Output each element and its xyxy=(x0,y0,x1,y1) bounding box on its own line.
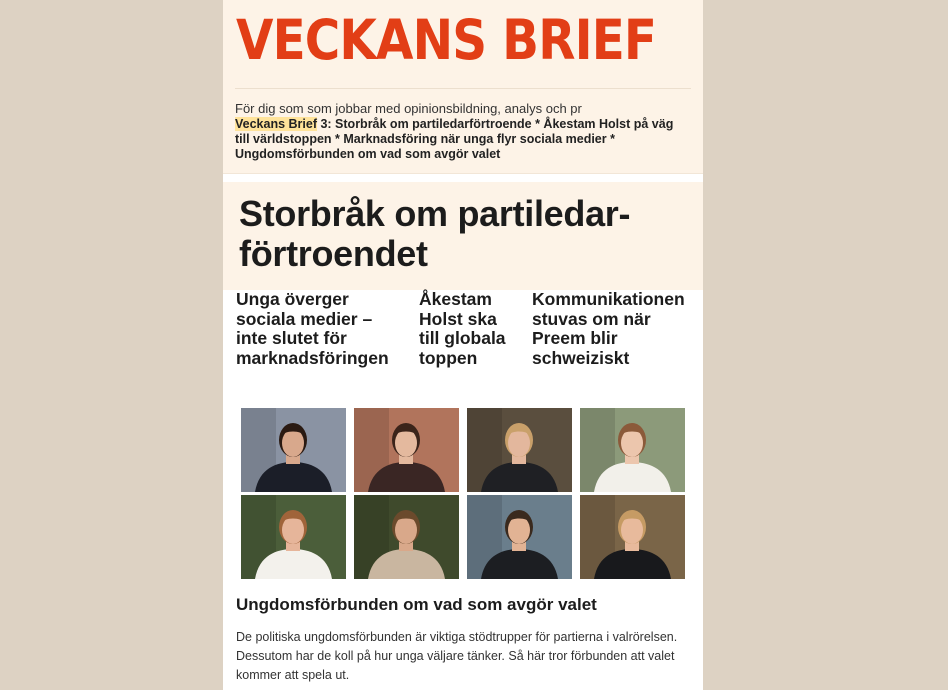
portrait-grid[interactable] xyxy=(241,408,685,579)
newsletter-logo[interactable]: VECKANS BRIEF xyxy=(236,8,657,72)
portrait-7 xyxy=(467,495,572,579)
newsletter-header xyxy=(223,0,703,174)
lead-headline[interactable]: Storbråk om partiledar-förtroendet xyxy=(239,193,631,274)
story-link-social-media[interactable]: Unga överger sociala medier – inte slutet för marknadsföringen xyxy=(236,289,389,368)
portrait-2 xyxy=(354,408,459,492)
story-link-akestam-holst[interactable]: Åkestam Holst ska till globala toppen xyxy=(419,289,506,368)
portrait-5 xyxy=(241,495,346,579)
newsletter-tagline: För dig som som jobbar med opinionsbildning, analys och pr xyxy=(235,101,582,116)
story-link-preem[interactable]: Kommunikationen stuvas om när Preem blir schweiziskt xyxy=(532,289,685,368)
portrait-1 xyxy=(241,408,346,492)
portrait-3 xyxy=(467,408,572,492)
header-divider xyxy=(235,88,691,89)
section-body: De politiska ungdomsförbunden är viktiga stödtrupper för partierna i valrörelsen. Dessutom har de koll på hur unga väljare tänker. Så här tror förbunden att valet kommer att spela ut. xyxy=(236,630,678,682)
summary-highlight: Veckans Brief xyxy=(235,117,317,131)
section-headline[interactable]: Ungdomsförbunden om vad som avgör valet xyxy=(236,595,597,614)
portrait-8 xyxy=(580,495,685,579)
portrait-6 xyxy=(354,495,459,579)
email-body xyxy=(223,0,703,690)
summary-text: 3: Storbråk om partiledarförtroende * Åkestam Holst på väg till världstoppen * Marknadsföring när unga flyr sociala medier * Ungdomsförbunden om vad som avgör valet xyxy=(235,117,674,161)
story-columns xyxy=(223,290,703,408)
issue-summary xyxy=(235,117,691,162)
lead-story[interactable] xyxy=(223,182,703,290)
portrait-4 xyxy=(580,408,685,492)
